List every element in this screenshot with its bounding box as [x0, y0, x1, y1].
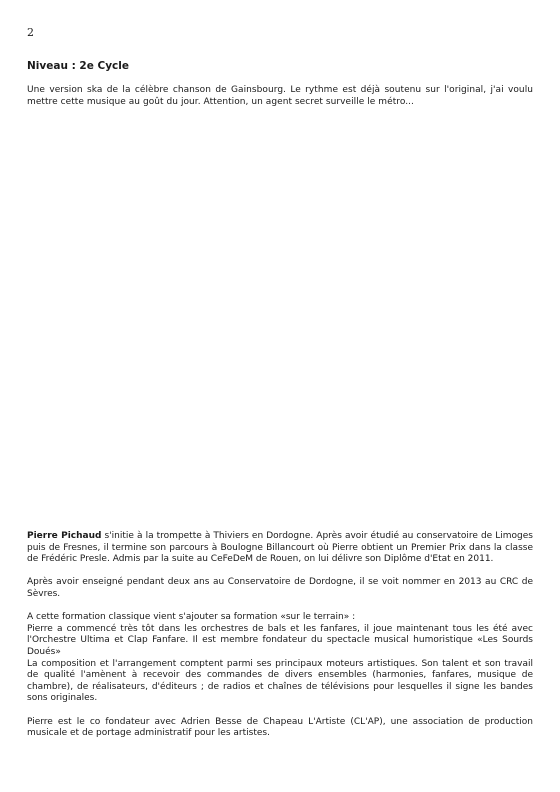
bio-paragraph-1-text: s'initie à la trompette à Thiviers en Dordogne. Après avoir étudié au conservatoire de Limoges puis de Fresnes, il termine son parcours à Boulogne Billancourt où Pierre obtient un Premier Prix dans la classe de Frédéric Presle. Admis par la suite au CeFeDeM de Rouen, on lui délivre son Diplôme d'Etat en 2011. [27, 531, 533, 565]
intro-paragraph: Une version ska de la célèbre chanson de Gainsbourg. Le rythme est déjà soutenu sur l'original, j'ai voulu mettre cette musique au goût du jour. Attention, un agent secret surveille le métro... [27, 85, 533, 107]
bio-paragraph-4: Pierre est le co fondateur avec Adrien Besse de Chapeau L'Artiste (CL'AP), une association de production musicale et de portage administratif pour les artistes. [27, 716, 533, 739]
author-name: Pierre Pichaud [27, 531, 102, 541]
bio-paragraph-3-line-1: A cette formation classique vient s'ajouter sa formation «sur le terrain» : [27, 612, 356, 623]
bio-paragraph-1 [27, 531, 533, 566]
bio-paragraph-2: Après avoir enseigné pendant deux ans au Conservatoire de Dordogne, il se voit nommer en 2013 au CRC de Sèvres. [27, 577, 533, 599]
level-heading: Niveau : 2e Cycle [27, 60, 130, 72]
bio-paragraph-3 [27, 612, 533, 705]
biography-section [27, 531, 533, 751]
page-number: 2 [27, 26, 34, 39]
bio-paragraph-3-line-2: Pierre a commencé très tôt dans les orchestres de bals et les fanfares, il joue maintenant tous les été avec l'Orchestre Ultima et Clap Fanfare. Il est membre fondateur du spectacle musical humoristique «Les Sourds Doués» [27, 623, 533, 657]
bio-paragraph-3-line-3: La composition et l'arrangement comptent parmi ses principaux moteurs artistiques. Son talent et son travail de qualité l'amènent à recevoir des commandes de divers ensembles (harmonies, fanfares, musique de chambre), de réalisateurs, d'éditeurs ; de radios et chaînes de télévisions pour lesquelles il signe les bandes sons originales. [27, 658, 533, 704]
